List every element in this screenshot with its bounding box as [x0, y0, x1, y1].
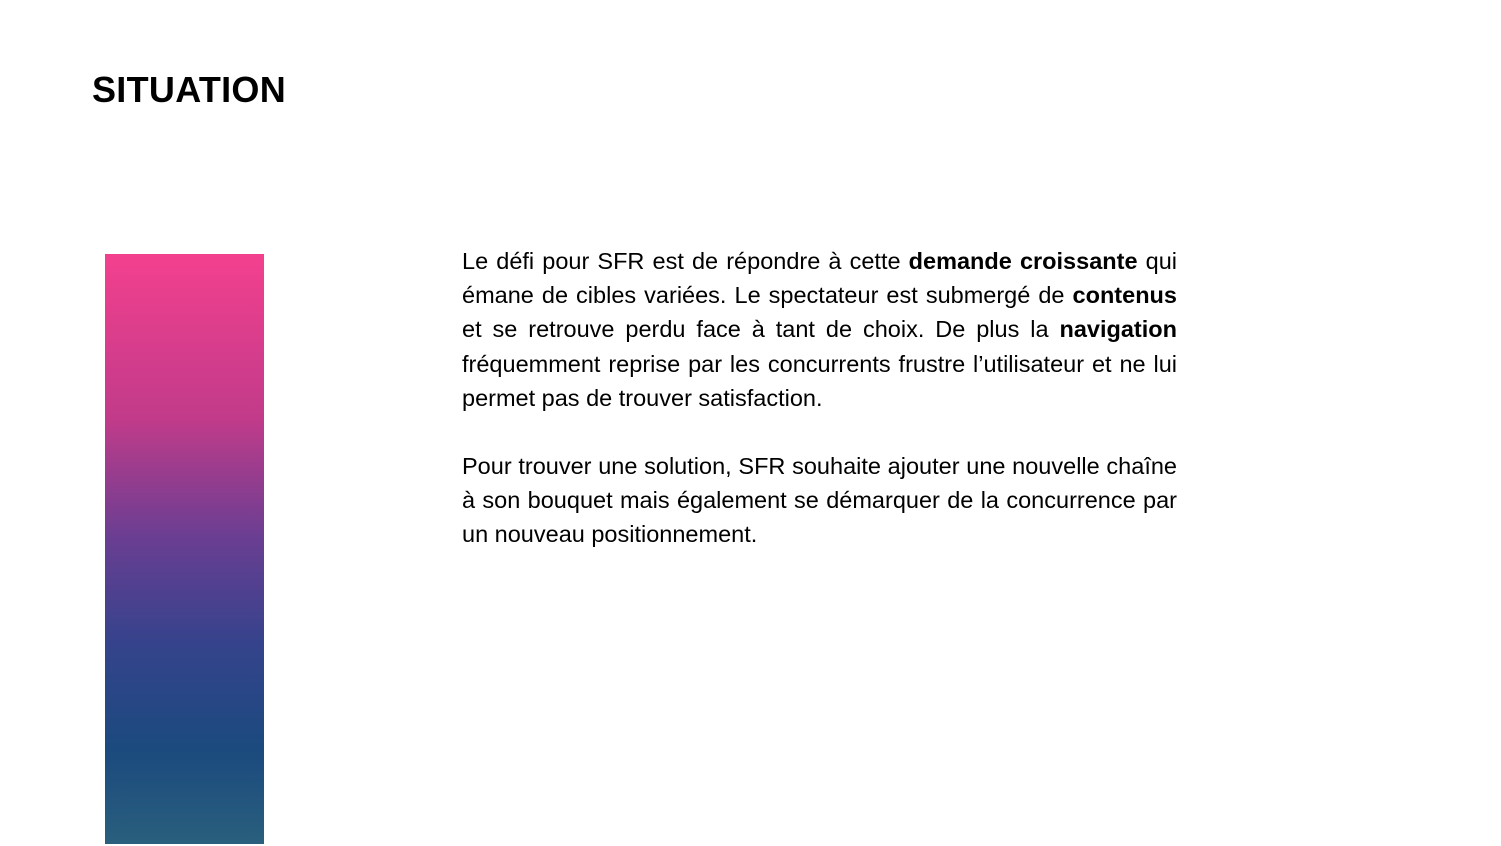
body-text [462, 244, 1177, 586]
paragraph-challenge [462, 244, 1177, 415]
paragraph-text: Pour trouver une solution, SFR souhaite ajouter une nouvelle chaîne à son bouquet mais également se démarquer de la concurrence par un nouveau positionnement. [462, 453, 1177, 548]
emphasis-text: demande croissante [908, 248, 1138, 274]
slide-title: SITUATION [92, 69, 287, 110]
paragraph-text: Le défi pour SFR est de répondre à cette [462, 248, 909, 274]
emphasis-text: contenus [1072, 282, 1177, 309]
paragraph-text: fréquemment reprise par les concurrents frustre l’utilisateur et ne lui permet pas de trouver satisfaction. [462, 350, 1177, 411]
paragraph-text: qui émane de cibles variées. Le spectateur est submergé de [462, 248, 1177, 309]
gradient-decoration-bar [105, 254, 264, 844]
paragraph-text: et se retrouve perdu face à tant de choix. De plus la [462, 316, 1060, 343]
paragraph-solution [462, 449, 1177, 552]
emphasis-text: navigation [1059, 316, 1177, 343]
